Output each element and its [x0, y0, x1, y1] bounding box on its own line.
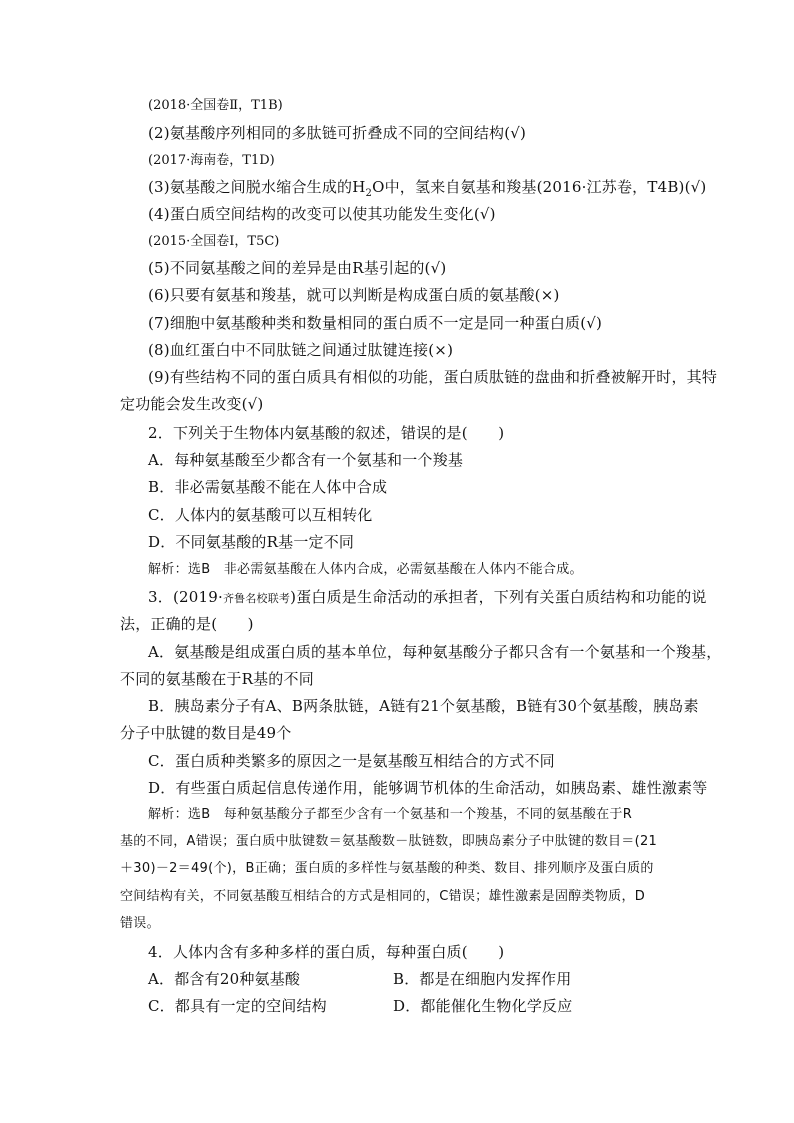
statement-9-cont: 定功能会发生改变(√): [120, 395, 264, 413]
text-span: (3)氨基酸之间脱水缩合生成的H: [148, 178, 366, 196]
answer-explanation-cont: 空间结构有关，不同氨基酸互相结合的方式是相同的，C错误；雄性激素是固醇类物质，D: [120, 889, 646, 904]
option-d: D．有些蛋白质起信息传递作用，能够调节机体的生命活动，如胰岛素、雄性激素等: [148, 779, 708, 797]
text-span: O中，氢来自氨基和羧基(2016·江苏卷，T4B)(√): [372, 178, 707, 196]
option-a-cont: 不同的氨基酸在于R基的不同: [120, 670, 314, 688]
answer-explanation-cont: 基的不同，A错误；蛋白质中肽键数＝氨基酸数－肽链数，即胰岛素分子中肽键的数目＝(21: [120, 834, 658, 849]
statement-7: (7)细胞中氨基酸种类和数量相同的蛋白质不一定是同一种蛋白质(√): [148, 314, 603, 332]
source-reference: (2015·全国卷Ⅰ，T5C): [148, 234, 280, 249]
answer-explanation-cont: ＋30)－2＝49(个)，B正确；蛋白质的多样性与氨基酸的种类、数目、排列顺序及蛋白质的: [120, 861, 654, 876]
option-c: C．蛋白质种类繁多的原因之一是氨基酸互相结合的方式不同: [148, 752, 555, 770]
option-d: D．都能催化生物化学反应: [393, 997, 573, 1015]
statement-2: (2)氨基酸序列相同的多肽链可折叠成不同的空间结构(√): [148, 124, 527, 142]
answer-explanation: 解析：选B 每种氨基酸分子都至少含有一个氨基和一个羧基，不同的氨基酸在于R: [148, 807, 633, 822]
answer-explanation: 解析：选B 非必需氨基酸在人体内合成，必需氨基酸在人体内不能合成。: [148, 562, 583, 577]
option-a: A．氨基酸是组成蛋白质的基本单位，每种氨基酸分子都只含有一个氨基和一个羧基，: [148, 643, 722, 661]
option-b: B．胰岛素分子有A、B两条肽链，A链有21个氨基酸，B链有30个氨基酸，胰岛素: [148, 697, 699, 715]
statement-6: (6)只要有氨基和羧基，就可以判断是构成蛋白质的氨基酸(×): [148, 286, 560, 304]
option-c: C．人体内的氨基酸可以互相转化: [148, 506, 373, 524]
option-c: C．都具有一定的空间结构: [148, 997, 327, 1015]
subscript: 2: [365, 188, 373, 199]
source-label: 齐鲁名校联考: [222, 592, 291, 605]
question-4-stem: 4．人体内含有多种多样的蛋白质，每种蛋白质( ): [148, 943, 505, 961]
option-a: A．每种氨基酸至少都含有一个氨基和一个羧基: [148, 451, 464, 469]
statement-4: (4)蛋白质空间结构的改变可以使其功能发生变化(√): [148, 205, 496, 223]
question-3-stem: [148, 587, 707, 609]
source-reference: (2018·全国卷Ⅱ，T1B): [148, 98, 283, 113]
question-2-stem: 2．下列关于生物体内氨基酸的叙述，错误的是( ): [148, 424, 505, 442]
option-b: B．都是在细胞内发挥作用: [393, 970, 572, 988]
answer-explanation-cont: 错误。: [120, 916, 160, 931]
statement-8: (8)血红蛋白中不同肽链之间通过肽键连接(×): [148, 341, 454, 359]
text-span: )蛋白质是生命活动的承担者，下列有关蛋白质结构和功能的说: [290, 588, 707, 606]
source-reference: (2017·海南卷，T1D): [148, 153, 275, 168]
text-span: 3．(2019·: [148, 588, 223, 606]
option-a: A．都含有20种氨基酸: [148, 970, 301, 988]
question-3-stem-cont: 法，正确的是( ): [120, 615, 254, 633]
option-b-cont: 分子中肽键的数目是49个: [120, 724, 292, 742]
option-b: B．非必需氨基酸不能在人体中合成: [148, 478, 388, 496]
option-d: D．不同氨基酸的R基一定不同: [148, 533, 355, 551]
statement-9: (9)有些结构不同的蛋白质具有相似的功能，蛋白质肽链的盘曲和折叠被解开时，其特: [148, 368, 718, 386]
statement-5: (5)不同氨基酸之间的差异是由R基引起的(√): [148, 259, 447, 277]
statement-3: [148, 177, 706, 200]
